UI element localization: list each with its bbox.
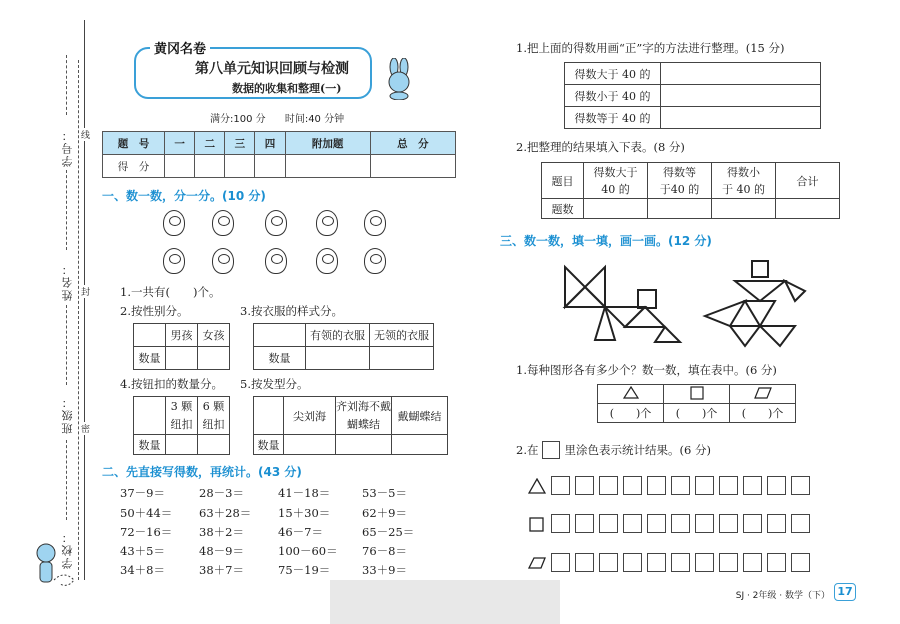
- student-id-label: 学号：: [61, 128, 74, 167]
- score-header-cell: 一: [165, 132, 195, 155]
- parallelogram-icon: [528, 555, 546, 571]
- table-header: 合计: [776, 163, 840, 199]
- answer-cell[interactable]: [306, 347, 370, 370]
- school-label: 学校：: [61, 530, 74, 569]
- class-field[interactable]: [66, 305, 67, 385]
- exam-time: 时间:40 分钟: [284, 114, 345, 125]
- score-header-cell: 二: [195, 132, 225, 155]
- table-header: 尖刘海: [284, 397, 336, 435]
- row-label: 得数等于 40 的: [565, 107, 661, 129]
- table-header: 得数小 于 40 的: [712, 163, 776, 199]
- seal-word: 密: [81, 422, 90, 435]
- table-header: 得数大于 40 的: [584, 163, 648, 199]
- calc-item[interactable]: 41－18＝: [278, 486, 331, 500]
- doll-icon: [265, 210, 287, 236]
- calc-item[interactable]: 65－25＝: [362, 525, 415, 539]
- rabbit-mascot-icon: [380, 58, 418, 100]
- color-box-icon: [542, 441, 560, 459]
- bar-cell[interactable]: [791, 514, 810, 533]
- bar-cell[interactable]: [695, 553, 714, 572]
- mascot-icon: [28, 535, 80, 590]
- bar-cell[interactable]: [671, 476, 690, 495]
- calc-item[interactable]: 100－60＝: [278, 544, 338, 558]
- q2-prefix: 2.在: [516, 443, 539, 457]
- score-input-cell[interactable]: [165, 155, 195, 178]
- exam-info: [210, 110, 344, 125]
- score-header-cell: 题 号: [103, 132, 165, 155]
- square-header: [664, 385, 730, 404]
- calc-item[interactable]: 46－7＝: [278, 525, 323, 539]
- parallelogram-bar-row: [528, 553, 810, 572]
- score-table: [102, 131, 456, 178]
- square-bar-row: [528, 514, 810, 533]
- row-label: 数量: [134, 347, 166, 370]
- question-4: 4.按钮扣的数量分。: [120, 377, 223, 391]
- bar-cell[interactable]: [575, 514, 594, 533]
- bar-cell[interactable]: [719, 476, 738, 495]
- answer-cell[interactable]: [336, 435, 392, 455]
- calc-item[interactable]: 75－19＝: [278, 563, 331, 577]
- bar-cell[interactable]: [719, 514, 738, 533]
- tally-cell[interactable]: [661, 85, 821, 107]
- answer-cell[interactable]: [392, 435, 448, 455]
- brand-logo: 黄冈名卷: [150, 38, 210, 57]
- section-heading: 一、数一数，分一分。(10 分): [102, 189, 266, 203]
- table-corner: [254, 324, 306, 347]
- table-corner: [134, 397, 166, 435]
- calc-item[interactable]: 50＋44＝: [120, 506, 173, 520]
- class-label: 班级：: [61, 395, 74, 434]
- s2-question-1: 1.把上面的得数用画“正”字的方法进行整理。(15 分): [516, 41, 785, 55]
- bar-cell[interactable]: [743, 553, 762, 572]
- bar-cell[interactable]: [743, 514, 762, 533]
- table-header: 男孩: [166, 324, 198, 347]
- full-score: 满分:100 分: [210, 114, 266, 125]
- tangram-fox-icon: [560, 262, 690, 344]
- calc-item[interactable]: 53－5＝: [362, 486, 407, 500]
- name-label: 姓名：: [61, 262, 74, 301]
- bar-cell[interactable]: [647, 476, 666, 495]
- school-field[interactable]: [66, 440, 67, 520]
- bar-cell[interactable]: [551, 553, 570, 572]
- answer-cell[interactable]: [198, 435, 230, 455]
- doll-icon: [316, 210, 338, 236]
- score-header-cell: 附加题: [285, 132, 370, 155]
- bar-cell[interactable]: [551, 514, 570, 533]
- doll-icon: [212, 248, 234, 274]
- row-label: 数量: [254, 435, 284, 455]
- q2-suffix: 里涂色表示统计结果。(6 分): [564, 443, 711, 457]
- answer-cell[interactable]: [166, 435, 198, 455]
- question-5: 5.按发型分。: [240, 377, 309, 391]
- bar-cell[interactable]: [767, 514, 786, 533]
- row-label: 数量: [254, 347, 306, 370]
- calc-item[interactable]: 63＋28＝: [199, 506, 252, 520]
- calc-item[interactable]: 15＋30＝: [278, 506, 331, 520]
- s2-question-2: 2.把整理的结果填入下表。(8 分): [516, 140, 685, 154]
- doll-icon: [364, 210, 386, 236]
- score-header-cell: 总 分: [370, 132, 455, 155]
- bar-cell[interactable]: [647, 514, 666, 533]
- question-2: 2.按性别分。: [120, 304, 189, 318]
- bar-cell[interactable]: [767, 476, 786, 495]
- shape-count-table: [597, 384, 796, 423]
- doll-icon: [316, 248, 338, 274]
- calc-item[interactable]: 48－9＝: [199, 544, 244, 558]
- count-cell[interactable]: ( )个: [730, 404, 796, 423]
- bar-cell[interactable]: [767, 553, 786, 572]
- answer-cell[interactable]: [166, 347, 198, 370]
- binding-line: [84, 20, 85, 580]
- answer-cell[interactable]: [370, 347, 434, 370]
- seal-word: 封: [81, 285, 90, 298]
- calc-item[interactable]: 38＋2＝: [199, 525, 244, 539]
- section-heading: 三、数一数，填一填，画一画。(12 分): [500, 234, 712, 248]
- button-table: [133, 396, 230, 455]
- calc-item[interactable]: 38＋7＝: [199, 563, 244, 577]
- bar-cell[interactable]: [671, 514, 690, 533]
- parallelogram-header: [730, 385, 796, 404]
- hairstyle-table: [253, 396, 448, 455]
- grade-label: SJ · 2年级 · 数学（下）: [735, 591, 830, 601]
- triangle-icon: [623, 386, 639, 399]
- score-input-cell[interactable]: [255, 155, 285, 178]
- s3-question-1: 1.每种图形各有多少个？数一数，填在表中。(6 分): [516, 363, 777, 377]
- score-input-cell[interactable]: [195, 155, 225, 178]
- bar-cell[interactable]: [623, 514, 642, 533]
- cut-line: [78, 60, 79, 580]
- bar-cell[interactable]: [647, 553, 666, 572]
- question-3: 3.按衣服的样式分。: [240, 304, 343, 318]
- bar-cell[interactable]: [695, 476, 714, 495]
- table-header: 得数等 于40 的: [648, 163, 712, 199]
- doll-icon: [265, 248, 287, 274]
- bar-cell[interactable]: [623, 476, 642, 495]
- doll-icon: [364, 248, 386, 274]
- table-header: 无领的衣服: [370, 324, 434, 347]
- scan-shadow: [330, 580, 560, 624]
- unit-title: 第八单元知识回顾与检测: [195, 61, 349, 77]
- doll-icon: [163, 248, 185, 274]
- row-label: 数量: [134, 435, 166, 455]
- triangle-bar-row: [528, 476, 810, 495]
- calc-item[interactable]: 62＋9＝: [362, 506, 407, 520]
- tally-cell[interactable]: [661, 107, 821, 129]
- bar-cell[interactable]: [575, 553, 594, 572]
- parallelogram-icon: [754, 387, 772, 399]
- table-header: 6 颗 纽扣: [198, 397, 230, 435]
- answer-cell[interactable]: [776, 199, 840, 219]
- tally-table: [564, 62, 821, 129]
- table-corner: [134, 324, 166, 347]
- calc-item[interactable]: 43＋5＝: [120, 544, 165, 558]
- bar-cell[interactable]: [791, 476, 810, 495]
- bar-cell[interactable]: [719, 553, 738, 572]
- doll-icon: [212, 210, 234, 236]
- row-label: 得数小于 40 的: [565, 85, 661, 107]
- table-header: 戴蝴蝶结: [392, 397, 448, 435]
- square-icon: [528, 516, 546, 532]
- table-header: 齐刘海不戴 蝴蝶结: [336, 397, 392, 435]
- clothes-table: [253, 323, 434, 370]
- name-field[interactable]: [66, 170, 67, 250]
- doll-icon: [163, 210, 185, 236]
- s3-question-2: [516, 441, 711, 459]
- row-label: 得数大于 40 的: [565, 63, 661, 85]
- calc-item[interactable]: 28－3＝: [199, 486, 244, 500]
- square-icon: [690, 386, 704, 400]
- gender-table: [133, 323, 230, 370]
- bar-cell[interactable]: [791, 553, 810, 572]
- score-input-cell[interactable]: [225, 155, 255, 178]
- score-row-label: 得 分: [103, 155, 165, 178]
- triangle-icon: [528, 478, 546, 494]
- tangram-runner-icon: [700, 256, 812, 352]
- table-header: 女孩: [198, 324, 230, 347]
- table-header: 有领的衣服: [306, 324, 370, 347]
- count-cell[interactable]: ( )个: [598, 404, 664, 423]
- score-input-cell[interactable]: [370, 155, 455, 178]
- answer-cell[interactable]: [198, 347, 230, 370]
- page-number: 17: [834, 583, 856, 601]
- triangle-header: [598, 385, 664, 404]
- section-heading: 二、先直接写得数，再统计。(43 分): [102, 465, 302, 479]
- row-label: 题数: [542, 199, 584, 219]
- result-table: [541, 162, 840, 219]
- bar-cell[interactable]: [671, 553, 690, 572]
- calc-item[interactable]: 37－9＝: [120, 486, 165, 500]
- count-cell[interactable]: ( )个: [664, 404, 730, 423]
- bar-cell[interactable]: [743, 476, 762, 495]
- calc-item[interactable]: 34＋8＝: [120, 563, 165, 577]
- answer-cell[interactable]: [712, 199, 776, 219]
- table-corner: [254, 397, 284, 435]
- answer-cell[interactable]: [284, 435, 336, 455]
- tally-cell[interactable]: [661, 63, 821, 85]
- bar-cell[interactable]: [623, 553, 642, 572]
- answer-cell[interactable]: [648, 199, 712, 219]
- answer-cell[interactable]: [584, 199, 648, 219]
- calc-item[interactable]: 33＋9＝: [362, 563, 407, 577]
- question-1: 1.一共有( )个。: [120, 285, 221, 299]
- score-header-cell: 三: [225, 132, 255, 155]
- score-input-cell[interactable]: [285, 155, 370, 178]
- calc-item[interactable]: 72－16＝: [120, 525, 173, 539]
- table-header: 题目: [542, 163, 584, 199]
- bar-cell[interactable]: [599, 476, 618, 495]
- calc-item[interactable]: 76－8＝: [362, 544, 407, 558]
- subtitle: 数据的收集和整理(一): [232, 82, 342, 95]
- score-header-cell: 四: [255, 132, 285, 155]
- bar-cell[interactable]: [599, 553, 618, 572]
- bar-cell[interactable]: [695, 514, 714, 533]
- table-header: 3 颗 纽扣: [166, 397, 198, 435]
- bar-cell[interactable]: [599, 514, 618, 533]
- seal-word: 线: [81, 128, 90, 141]
- student-id-field[interactable]: [66, 55, 67, 115]
- bar-cell[interactable]: [551, 476, 570, 495]
- bar-cell[interactable]: [575, 476, 594, 495]
